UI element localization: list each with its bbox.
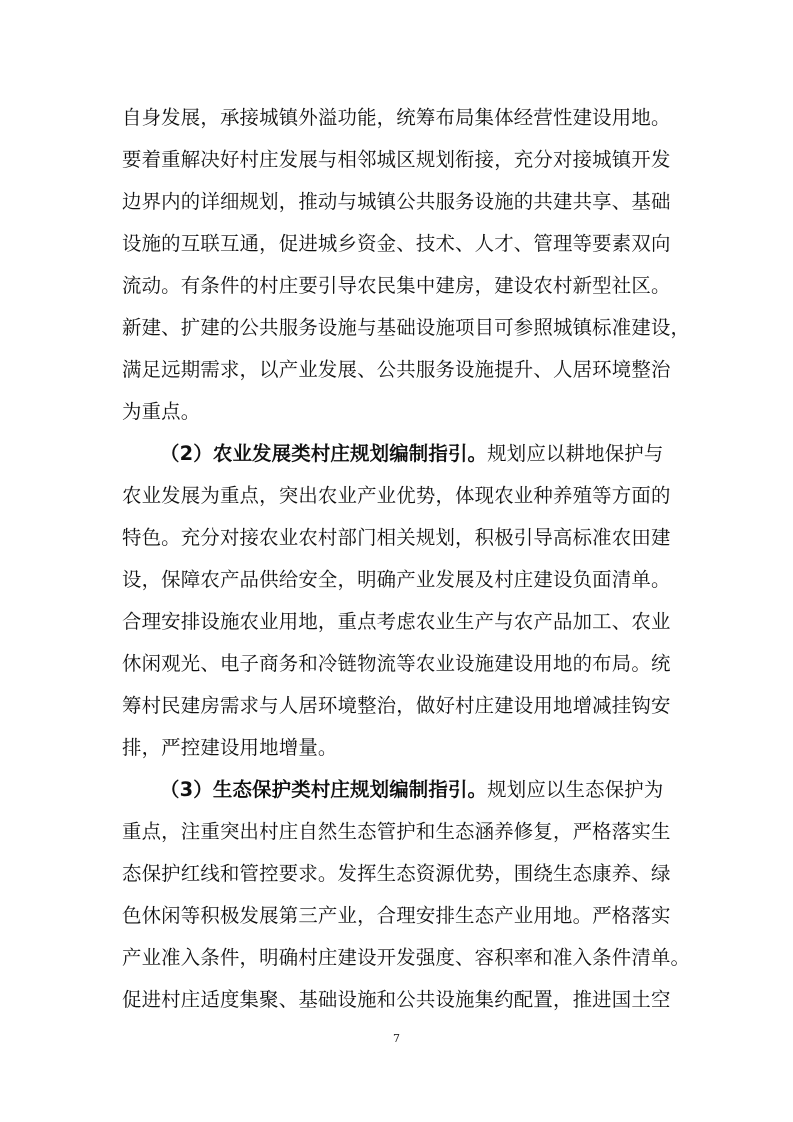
text-line: 休闲观光、电子商务和冷链物流等农业设施建设用地的布局。统 <box>122 652 671 675</box>
text-line: 合理安排设施农业用地，重点考虑农业生产与农产品加工、农业 <box>122 610 671 633</box>
text-line: 农业发展为重点，突出农业产业优势，体现农业种养殖等方面的 <box>122 484 671 507</box>
paragraph-first-line <box>160 437 682 471</box>
text-line: 重点，注重突出村庄自然生态管护和生态涵养修复，严格落实生 <box>122 820 671 843</box>
section-heading: （3）生态保护类村庄规划编制指引。 <box>160 778 488 801</box>
text-line: 流动。有条件的村庄要引导农民集中建房，建设农村新型社区。 <box>122 274 671 297</box>
paragraph-text: 规划应以生态保护为 <box>487 778 664 801</box>
text-line: 态保护红线和管控要求。发挥生态资源优势，围绕生态康养、绿 <box>122 862 671 885</box>
text-line: 特色。充分对接农业农村部门相关规划，积极引导高标准农田建 <box>122 526 671 549</box>
text-line: 新建、扩建的公共服务设施与基础设施项目可参照城镇标准建设， <box>122 316 691 339</box>
section-heading: （2）农业发展类村庄规划编制指引。 <box>160 442 488 465</box>
text-line: 产业准入条件，明确村庄建设开发强度、容积率和准入条件清单。 <box>122 946 691 969</box>
page-number: 7 <box>393 1032 400 1045</box>
text-line: 满足远期需求，以产业发展、公共服务设施提升、人居环境整治 <box>122 358 671 381</box>
text-line: 边界内的详细规划，推动与城镇公共服务设施的共建共享、基础 <box>122 190 671 213</box>
text-line: 自身发展，承接城镇外溢功能，统筹布局集体经营性建设用地。 <box>122 106 671 129</box>
text-line: 筹村民建房需求与人居环境整治，做好村庄建设用地增减挂钩安 <box>122 694 671 717</box>
text-line: 色休闲等积极发展第三产业，合理安排生态产业用地。严格落实 <box>122 904 671 927</box>
paragraph-text: 规划应以耕地保护与 <box>487 442 664 465</box>
text-line: 促进村庄适度集聚、基础设施和公共设施集约配置，推进国土空 <box>122 988 671 1011</box>
text-line: 为重点。 <box>122 400 201 423</box>
text-line: 设施的互联互通，促进城乡资金、技术、人才、管理等要素双向 <box>122 232 671 255</box>
text-line: 要着重解决好村庄发展与相邻城区规划衔接，充分对接城镇开发 <box>122 148 671 171</box>
paragraph-first-line <box>160 773 682 807</box>
text-line: 排，严控建设用地增量。 <box>122 736 338 759</box>
text-line: 设，保障农产品供给安全，明确产业发展及村庄建设负面清单。 <box>122 568 671 591</box>
